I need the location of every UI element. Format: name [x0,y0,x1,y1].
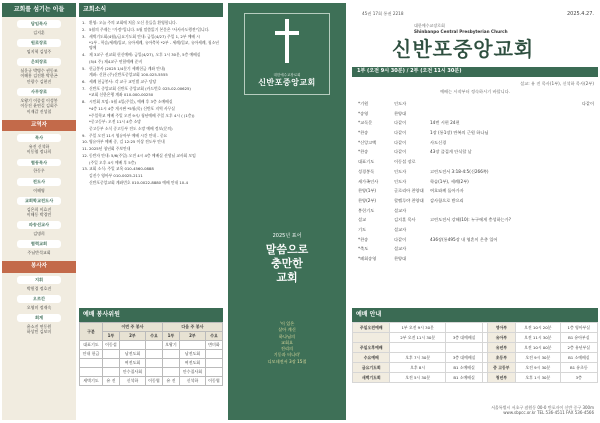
issue-meta: 45권 17회 통권 2218 [362,11,404,16]
duty-sub-header: 1부 [162,332,179,341]
minister-role: 파송선교사 [17,221,61,229]
duty-cell [102,368,119,377]
order-cell: 1장 (통1장) 만복의 근원 하나님 [430,130,489,136]
duty-cell: 신석하 [179,377,205,386]
order-cell: 봉헌기도 [358,207,375,213]
duty-cell [102,350,119,359]
staff-names: 심운규 박병수 권동조 이해홍 김진환 박한곤 안광수 김현진 [20,67,58,84]
duty-cell: 남전도회 [119,350,145,359]
info-header: 예배 안내 [352,308,598,322]
order-cell: 사도신경 [430,139,447,145]
order-cell: *송영 [358,110,369,116]
notice-item [82,160,220,165]
duty-cell: 안수집사회 [119,368,145,377]
notice-num [82,160,89,165]
order-cell: *찬송 [358,130,369,136]
notice-list [79,17,223,189]
minister-role: 전도사 [17,178,61,186]
order-cell: 다같이 [581,101,594,106]
notice-text: 환영: 오늘 주의 교회에 처음 오신 분들을 환영합니다. [89,20,177,26]
duty-col-header: 이번 주 봉사 [102,323,162,332]
notice-text: 세례 헌금봉사: 각 교구 교인별 교구 담당 [89,78,157,84]
notice-item [82,113,220,118]
church-sub: 대한예수교장로회 [414,23,445,28]
notice-num: 11. [82,146,89,152]
order-row [358,128,594,138]
info-cell: 유아부 [487,333,515,343]
office-role: 회계 [17,314,61,322]
order-cell: *축도 [358,246,369,252]
info-cell: 오후 1시 30분 [516,373,561,383]
order-row [358,206,594,216]
notice-text: (주일 오후 4시 예배 후 5층) [89,159,136,165]
notice-num [82,180,89,185]
duty-cell [145,341,162,350]
order-cell: 다같이 [394,236,407,242]
info-cell: 금요기도회 [353,363,390,373]
info-cell: 오전 10시 00분 [516,343,561,353]
order-cell: 436장(통495장 내 영혼이 은총 입어 [430,236,498,242]
cover-quote: '이 있은 살아 계신 하나님의 교회요 진리의 기둥과 터니라' 디모데전서 3장 15절 [267,321,307,364]
info-cell: 수요예배 [353,353,390,363]
staff-role: 원로장로 [17,39,61,47]
staff-role: 담임목사 [17,20,61,28]
minister-names: 주님반석교회 [27,250,51,256]
notice-item [82,173,220,178]
info-cell: 오전 11시 30분 [516,333,561,343]
order-cell: 설교 [358,217,367,223]
info-row [353,333,598,343]
minister-names: 한동우 [33,168,45,174]
order-cell: 찬양(2부) [358,197,377,203]
notices-column [79,3,223,420]
theme-title: 말씀으로 충만한 교회 [265,243,309,284]
order-cell: 43장 즐겁게 안식할 날 [430,149,472,155]
order-cell: 인도자 [394,168,407,174]
worship-column [352,3,598,420]
staff-role: 은퇴장로 [17,58,61,66]
order-row [358,215,594,225]
order-cell: 찬양대 [394,256,407,261]
duty-row [80,377,223,386]
duty-cell [162,359,179,368]
info-cell: 주일오전예배 [353,323,390,333]
order-row [358,186,594,196]
notice-num [82,40,89,50]
order-cell: *폐회송영 [358,256,377,261]
notice-text: 주일 오전 11시 영유아부 예배 시간 안내 - 중요 [89,132,168,138]
order-cell: *교독문 [358,120,373,126]
info-cell: B1 소예배실 [560,353,597,363]
order-row [358,177,594,187]
info-cell: 중 고등부 [487,363,515,373]
duty-cell: 여전도회 [119,359,145,368]
minister-role: 협동목사 [17,159,61,167]
info-section [352,308,598,322]
duty-cell: 여전도회 [179,359,205,368]
order-cell: 다같이 [394,130,407,136]
office-names: 박원경 정호진 [26,285,52,291]
info-cell: 주일오후예배 [353,343,390,353]
notice-item [82,166,220,171]
notice-text: *교회 신한은행 계좌 010-000-00250 [89,92,154,98]
order-cell: 14번 시편 24편 [430,120,460,126]
duty-cell: 이동섭 [102,341,119,350]
order-cell: 여호와께 돌아가자 [430,188,464,194]
info-cell: 3층 대예배실 [445,353,482,363]
notice-text: *4층 11시 4층 게시판 *5월(목) 신반포 지역 사무실 [89,105,175,111]
notice-text: 시민회 모임: 5월 4일(주일), 예배 후 3층 소예배실 [89,99,173,105]
order-cell: *기원 [358,101,369,106]
duty-cell: 신석하 [119,377,145,386]
order-row [358,147,594,157]
info-cell: 오전 10시 20분 [516,323,561,333]
duty-row [80,368,223,377]
notice-text: *주일학교 예배 주일 오전 9시/ 청년예배 주일 오후 4시 ( (1층)) [89,112,195,118]
duty-cell: 새벽기도 [80,377,103,386]
duty-cell [119,341,145,350]
duty-cell [145,368,162,377]
duty-cell [162,350,179,359]
order-row [358,235,594,245]
notice-text: 김진수 영아부 010-0025-2111 [89,173,143,179]
notice-num [82,173,89,178]
duty-col-header: 구분 [80,323,103,341]
info-cell: 새벽기도회 [353,373,390,383]
duty-cell [205,359,222,368]
duty-cell: 유 진 [102,377,119,386]
info-cell: 2부 오전 11시 30분 [390,333,445,343]
office-names: 윤소진 연동원 하상민 김보미 [26,323,52,335]
order-cell: 할렐루야 찬양대 [394,197,424,203]
notice-text: *1부 - 학습/세례/입교, 유아세례, 유아축복 *2부 - 세례/입교, 유아세례, 청소년 명예 [89,40,219,51]
info-row [353,373,598,383]
order-cell: 다같이 [394,149,407,155]
office-role: 오르간 [17,295,61,303]
staff-role: 사무장로 [17,88,61,96]
duty-header: 예배 봉사위원 [79,308,223,322]
info-cell: 오후 8시 [390,363,445,373]
minister-role: 목사 [17,134,61,142]
order-cell: 고린도전서 강해(10): 누구에게 충성하는가? [430,217,511,223]
office-header: 봉사자 [2,261,76,272]
order-cell: 감사함으로 받으리 [430,197,464,203]
notice-num: 5. [82,65,86,71]
duty-row [80,350,223,359]
notice-text: *중고등부: 오전 11시 4층 소망 [89,119,141,125]
order-cell: 인도자 [394,101,407,106]
notice-item [82,27,220,32]
notice-text: 계좌: 신한 (주)신반포중앙교회 100-025-5555 [89,72,168,78]
duty-cell [162,368,179,377]
notice-item [82,126,220,131]
duty-cell [145,359,162,368]
duty-row [80,341,223,350]
notice-item [82,79,220,84]
staff-names: 오왕기 이종섭 이성봉 이동진 윤연길 김회주 이재갑 진성철 [20,97,58,114]
order-cell: 설교자 [394,226,407,232]
minister-role: 협력교회 [17,240,61,248]
info-cell [353,333,390,343]
duty-sub-header: 1부 [102,332,119,341]
order-cell: 학습(1부), 세례(2부) [430,178,469,184]
order-row [358,109,594,119]
order-row [358,138,594,148]
info-cell: 오전 5시 30분 [390,373,445,383]
notice-num [82,92,89,97]
notice-num: 6. [82,78,86,84]
duty-cell: 이동엽 [145,377,162,386]
duty-col-header: 다음 주 봉사 [162,323,222,332]
order-row [358,157,594,167]
info-row [353,363,598,373]
order-cell: 찬양(1부) [358,188,377,194]
notice-text: (5/4 주) 제4교구 연합예배 준비 [89,58,142,64]
notice-text: 헌금봉사 (2025 1/4분기 세례헌금 계좌 안내) [89,65,166,71]
info-cell: 3층 대예배실 [445,333,482,343]
notice-item [82,106,220,111]
notice-num [82,113,89,118]
notice-num: 3. [82,33,86,39]
duty-cell: 변미화 [205,341,222,350]
notice-num [82,126,89,131]
order-cell: 찬양대 [394,110,407,116]
staff-names: 임지혁 김성주 [26,48,52,54]
notice-text: 중고등부 소식 중고등부 전도 소망 예배 정보(문의) [89,126,173,131]
info-cell: 3층 [560,373,597,383]
order-cell: 글로리아 찬양대 [394,188,424,194]
minister-names: 김은희 이효진 이해동 박경민 [26,206,52,217]
info-cell: 오전 9시 30분 [516,363,561,373]
info-cell: B1 소예배실 [445,373,482,383]
notice-num: 2. [82,26,86,32]
info-cell [445,323,482,333]
duty-cell [145,350,162,359]
info-cell: B1 유아부실 [560,333,597,343]
cross-icon [275,19,299,63]
staff-column [2,3,76,420]
notice-item [82,72,220,77]
info-cell: 청년부 [487,373,515,383]
ministers-header: 교역자 [2,120,76,131]
order-row [358,244,594,254]
office-role: 지휘 [17,276,61,284]
info-cell: 영아부 [487,323,515,333]
order-row [358,99,594,109]
notice-num: 8. [82,99,86,105]
notice-num: 7. [82,85,86,91]
notice-item [82,86,220,91]
notice-num: 12. [82,152,89,158]
info-cell: 오후 7시 30분 [390,353,445,363]
notice-num [82,106,89,111]
notice-item [82,92,220,97]
info-cell: 1층 영아부실 [560,323,597,333]
office-names: 오영미 정재숙 [26,304,52,310]
worship-order [358,99,594,264]
duty-cell: 오왕기 [162,341,179,350]
duty-cell [80,368,103,377]
order-cell: 고린도전서 3:18-4:5(신266쪽) [430,168,489,174]
theme-year: 2025년 표어 [272,233,302,239]
notice-num [82,119,89,124]
notice-item [82,153,220,158]
order-cell: *신앙고백 [358,139,377,145]
order-row [358,167,594,177]
duty-cell [80,359,103,368]
notice-text: 동반자 안내: 5/6(주일) 오전 4시 4층 예배실 선생님 교사회 모임 [89,152,196,158]
info-row [353,353,598,363]
info-cell [445,343,482,353]
info-cell: 2층 유년부실 [560,343,597,353]
notice-item [82,52,220,57]
info-cell: 초등부 [487,353,515,363]
order-cell: *찬송 [358,149,369,155]
issue-date: 2025.4.27. [566,11,594,17]
minister-names: 유진 신석하 이동엽 정나희 [26,144,52,155]
order-cell: 기도 [358,226,367,232]
staff-header: 교회를 섬기는 이들 [2,3,76,17]
order-cell: 대표기도 [358,159,375,165]
notice-item [82,146,220,151]
order-cell: 성경봉독 [358,168,375,174]
duty-cell: 유 진 [162,377,179,386]
info-row [353,343,598,353]
notice-item [82,139,220,144]
church-name: 신반포중앙교회 [392,37,535,61]
footer: 서울특별시 서초구 잠원동 00-0 반포자이 신반 중구 300m www.sbpcc.or.kr TEL 536-4511 FAX 536-4566 [491,405,594,416]
logo-name: 신반포중앙교회 [258,78,316,88]
info-row [353,323,598,333]
notice-item [82,59,220,64]
notice-text: 영유아부 예배 중, 김 12:25 이상 전도부 안내 [89,139,165,145]
duty-sub-header: 수요 [205,332,222,341]
info-table [352,322,598,383]
notice-text: 신반포 중앙교회 신반포 중앙교회 (카드번호 025-02-00625) [89,85,191,91]
duty-sub-header: 2부 [119,332,145,341]
order-row [358,225,594,235]
duty-cell [179,341,205,350]
info-cell: 1부 오전 9시 30분 [390,323,445,333]
notice-text: 5월의 주제는 "가정"입니다. 5월 말씀읽기 본문은 "사사사도행전"입니다. [89,26,210,32]
order-cell: 이동섭 장로 [394,159,416,165]
order-cell: 설교자 [394,207,407,213]
preacher-line: 설교: 유 진 목사(1부), 신석하 목사(2부) [520,81,594,86]
order-cell: *찬송 [358,236,369,242]
notice-text: 제 3교구 선교회 헌신예배: 금일(4/27), 오후 1시 30분, 5층 예배실 [89,52,201,58]
church-logo [244,13,330,95]
notice-num: 9. [82,132,86,138]
notice-item [82,133,220,138]
order-cell: 새가족인사 [358,178,379,184]
notice-num: 10. [82,139,89,145]
notice-num [82,59,89,64]
cover-column [228,3,346,420]
staff-names: 김지훈 [33,29,45,35]
order-row [358,118,594,128]
notice-num: 13. [82,166,89,172]
duty-cell: 안내 헌금 [80,350,103,359]
info-cell [390,343,445,353]
duty-cell: 대표기도 [80,341,103,350]
info-cell: B1 유초등 [560,363,597,373]
notice-text: 신반포중앙교회 계좌번호 010-0022-8880 예배 안내 10-4 [89,179,188,185]
order-cell: 다같이 [394,139,407,145]
duty-cell [205,350,222,359]
duty-cell [102,359,119,368]
info-cell: 오전 9시 30분 [516,353,561,363]
order-cell: 인도자 [394,178,407,184]
notice-item [82,20,220,25]
order-row [358,254,594,264]
duty-section [79,308,223,386]
duty-cell: 이동엽 [205,377,222,386]
order-cell: 김지훈 목사 [394,217,416,223]
duty-cell [205,368,222,377]
notice-item [82,99,220,104]
logo-sub: 대한예수교장로회 [273,73,301,78]
notice-item [82,180,220,185]
minister-names: 이해영 [33,187,45,193]
notice-item [82,66,220,71]
church-en: Shinbanpo Central Presbyterian Church [414,29,508,34]
notice-text: 2025년 청년회 주보안내 [89,146,131,152]
duty-row [80,359,223,368]
order-intro: 예배는 시작부터 정숙하시기 바랍니다. [439,89,511,94]
duty-sub-header: 2부 [179,332,205,341]
order-cell: 다같이 [394,120,407,126]
duty-cell: 안수집사회 [179,368,205,377]
notices-header: 교회소식 [79,3,223,17]
notice-text: 새벽기도회(4월)/금요기도회 안내: 금일(4/27) 주일 1, 2부 예배 시 [89,33,200,39]
info-cell: B1 소예배실 [445,363,482,373]
minister-role: 교회학교전도사 [17,197,61,205]
duty-sub-header: 수요 [145,332,162,341]
notice-num: 4. [82,52,86,58]
info-cell: 유년부 [487,343,515,353]
notice-num: 1. [82,20,86,26]
order-cell: 설교자 [394,246,407,252]
duty-cell: 남전도회 [179,350,205,359]
duty-table [79,322,223,386]
notice-item [82,40,220,50]
notice-item [82,34,220,39]
notice-text: 교회 소식: 주일 교육 010-4560-0888 [89,166,154,172]
notice-item [82,119,220,124]
order-row [358,196,594,206]
notice-num [82,72,89,77]
service-times: 1부 (오전 9시 30분) / 2부 (오전 11시 30분) [352,67,598,77]
minister-names: 김명희 [33,231,45,237]
